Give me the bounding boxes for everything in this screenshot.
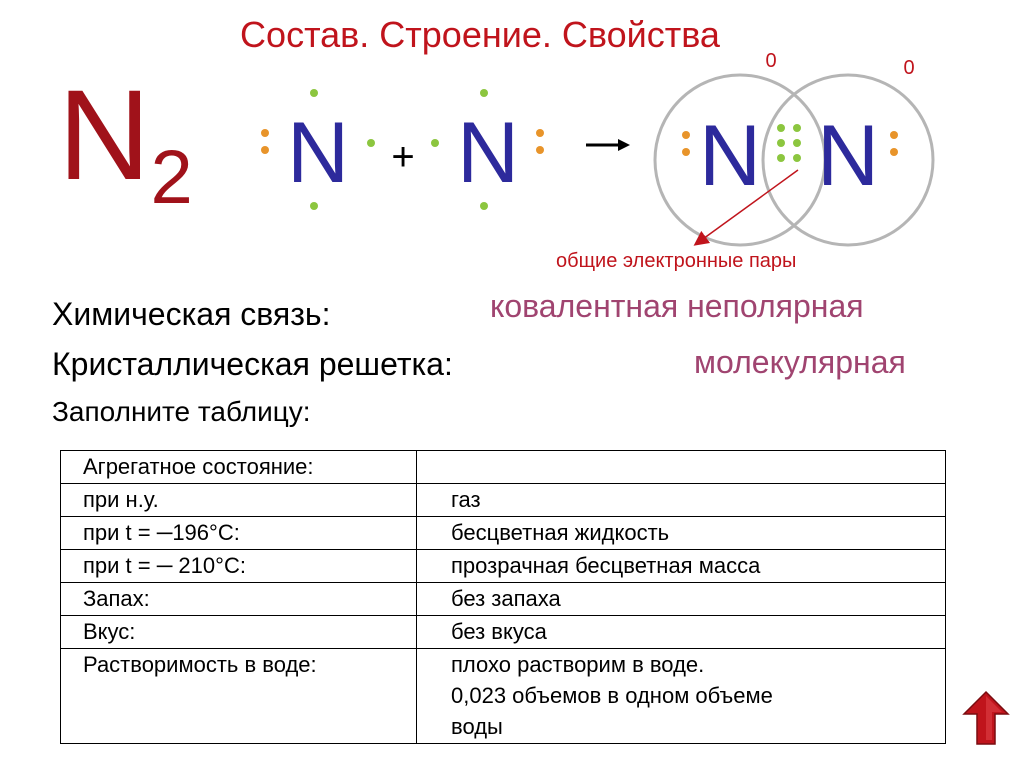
atom-n-right: N xyxy=(456,105,520,201)
value-cell: газ xyxy=(417,484,946,517)
reaction-arrow-head xyxy=(618,139,630,151)
table-row xyxy=(61,583,946,616)
value-cell: без вкуса xyxy=(417,616,946,649)
electron-dot xyxy=(890,148,898,156)
property-cell: Растворимость в воде: xyxy=(61,649,417,744)
shared-electron-dot xyxy=(793,139,801,147)
shared-electron-dot xyxy=(793,124,801,132)
bond-value: ковалентная неполярная xyxy=(490,288,864,324)
value-cell xyxy=(417,451,946,484)
table-row xyxy=(61,616,946,649)
electron-dot xyxy=(310,89,318,97)
shared-electron-dot xyxy=(777,124,785,132)
lattice-value: молекулярная xyxy=(694,344,906,380)
property-cell: Запах: xyxy=(61,583,417,616)
shared-electron-dot xyxy=(777,139,785,147)
value-line: 0,023 объемов в одном объеме xyxy=(451,683,773,708)
value-cell: без запаха xyxy=(417,583,946,616)
property-cell: при н.у. xyxy=(61,484,417,517)
atom-n-left: N xyxy=(286,105,350,201)
electron-dot xyxy=(367,139,375,147)
value-line: воды xyxy=(451,714,503,739)
shared-pairs-label: общие электронные пары xyxy=(556,250,797,272)
electron-dot xyxy=(310,202,318,210)
value-line: плохо растворим в воде. xyxy=(451,652,705,677)
page-title: Состав. Строение. Свойства xyxy=(240,14,720,55)
property-cell: Агрегатное состояние: xyxy=(61,451,417,484)
electron-dot xyxy=(480,202,488,210)
task-instruction: Заполните таблицу: xyxy=(52,396,311,427)
value-cell: бесцветная жидкость xyxy=(417,517,946,550)
property-cell: при t = ─ 210°C: xyxy=(61,550,417,583)
shared-electron-dot xyxy=(777,154,785,162)
table-row xyxy=(61,451,946,484)
molecule-atom-left: N xyxy=(698,108,762,204)
formula-subscript: 2 xyxy=(150,135,193,220)
lattice-label: Кристаллическая решетка: xyxy=(52,346,453,382)
table-row xyxy=(61,649,946,744)
electron-dot xyxy=(480,89,488,97)
bond-formation-scheme xyxy=(0,0,1024,300)
electron-dot xyxy=(536,146,544,154)
table-row xyxy=(61,517,946,550)
table-row xyxy=(61,484,946,517)
electron-dot xyxy=(536,129,544,137)
oxidation-state-left: 0 xyxy=(765,50,777,72)
properties-table xyxy=(60,450,946,744)
electron-dot xyxy=(682,148,690,156)
table-row xyxy=(61,550,946,583)
shared-electron-dot xyxy=(793,154,801,162)
property-cell: при t = ─196°C: xyxy=(61,517,417,550)
bond-label: Химическая связь: xyxy=(52,296,331,332)
property-cell: Вкус: xyxy=(61,616,417,649)
plus-sign: + xyxy=(391,135,415,179)
electron-dot xyxy=(682,131,690,139)
electron-dot xyxy=(261,129,269,137)
molecule-atom-right: N xyxy=(816,108,880,204)
value-cell: прозрачная бесцветная масса xyxy=(417,550,946,583)
oxidation-state-right: 0 xyxy=(903,57,915,79)
up-arrow-icon[interactable] xyxy=(962,690,1010,746)
electron-dot xyxy=(890,131,898,139)
formula-symbol: N xyxy=(58,64,151,207)
electron-dot xyxy=(431,139,439,147)
electron-dot xyxy=(261,146,269,154)
value-cell xyxy=(417,649,946,744)
